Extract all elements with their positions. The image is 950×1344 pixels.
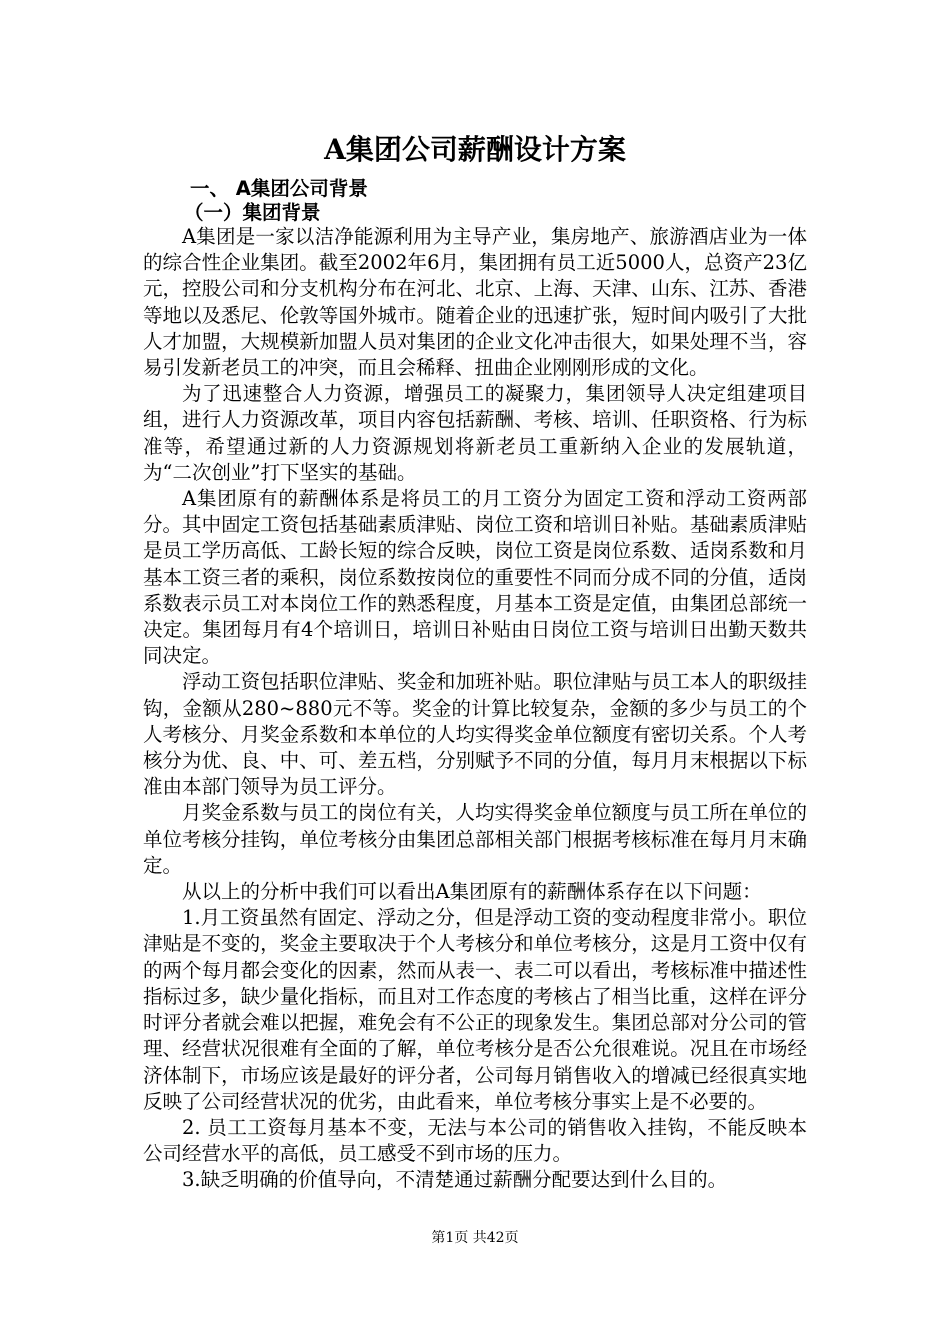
- paragraph-3: A集团原有的薪酬体系是将员工的月工资分为固定工资和浮动工资两部分。其中固定工资包括基础素质津贴、岗位工资和培训日补贴。基础素质津贴是员工学历高低、工龄长短的综合反映，岗位工资是岗位系数、适岗系数和月基本工资三者的乘积，岗位系数按岗位的重要性不同而分成不同的分值，适岗系数表示员工对本岗位工作的熟悉程度，月基本工资是定值，由集团总部统一决定。集团每月有4个培训日，培训日补贴由日岗位工资与培训日出勤天数共同决定。: [143, 487, 807, 668]
- paragraph-8: 2. 员工工资每月基本不变，无法与本公司的销售收入挂钩，不能反映本公司经营水平的高低，员工感受不到市场的压力。: [143, 1115, 807, 1166]
- paragraph-4: 浮动工资包括职位津贴、奖金和加班补贴。职位津贴与员工本人的职级挂钩，金额从280~880元不等。奖金的计算比较复杂，金额的多少与员工的个人考核分、月奖金系数和本单位的人均实得奖金单位额度有密切关系。个人考核分为优、良、中、可、差五档，分别赋予不同的分值，每月月末根据以下标准由本部门领导为员工评分。: [143, 670, 807, 799]
- paragraph-7: 1.月工资虽然有固定、浮动之分，但是浮动工资的变动程度非常小。职位津贴是不变的，奖金主要取决于个人考核分和单位考核分，这是月工资中仅有的两个每月都会变化的因素，然而从表一、表二可以看出，考核标准中描述性指标过多，缺少量化指标，而且对工作态度的考核占了相当比重，这样在评分时评分者就会难以把握，难免会有不公正的现象发生。集团总部对分公司的管理、经营状况很难有全面的了解，单位考核分是否公允很难说。况且在市场经济体制下，市场应该是最好的评分者，公司每月销售收入的增减已经很真实地反映了公司经营状况的优劣，由此看来，单位考核分事实上是不必要的。: [143, 906, 807, 1113]
- paragraph-6: 从以上的分析中我们可以看出A集团原有的薪酬体系存在以下问题：: [182, 880, 762, 904]
- page-footer: 第1页 共42页: [431, 1230, 519, 1246]
- paragraph-1: A集团是一家以洁净能源利用为主导产业，集房地产、旅游酒店业为一体的综合性企业集团。截至2002年6月，集团拥有员工近5000人，总资产23亿元，控股公司和分支机构分布在河北、北京、上海、天津、山东、江苏、香港等地以及悉尼、伦敦等国外城市。随着企业的迅速扩张，短时间内吸引了大批人才加盟，大规模新加盟人员对集团的企业文化冲击很大，如果处理不当，容易引发新老员工的冲突，而且会稀释、扭曲企业刚刚形成的文化。: [143, 225, 807, 380]
- paragraph-5: 月奖金系数与员工的岗位有关，人均实得奖金单位额度与员工所在单位的单位考核分挂钩，单位考核分由集团总部相关部门根据考核标准在每月月末确定。: [143, 801, 807, 877]
- subsection-heading: （一）集团背景: [184, 201, 321, 224]
- section-heading: 一、 A集团公司背景: [190, 177, 368, 200]
- paragraph-2: 为了迅速整合人力资源，增强员工的凝聚力，集团领导人决定组建项目组，进行人力资源改革，项目内容包括薪酬、考核、培训、任职资格、行为标准等，希望通过新的人力资源规划将新老员工重新纳入企业的发展轨道，为“二次创业”打下坚实的基础。: [143, 382, 807, 484]
- document-title: A集团公司薪酬设计方案: [324, 133, 626, 166]
- paragraph-9: 3.缺乏明确的价值导向，不清楚通过薪酬分配要达到什么目的。: [182, 1168, 728, 1192]
- document-body: [143, 224, 807, 1194]
